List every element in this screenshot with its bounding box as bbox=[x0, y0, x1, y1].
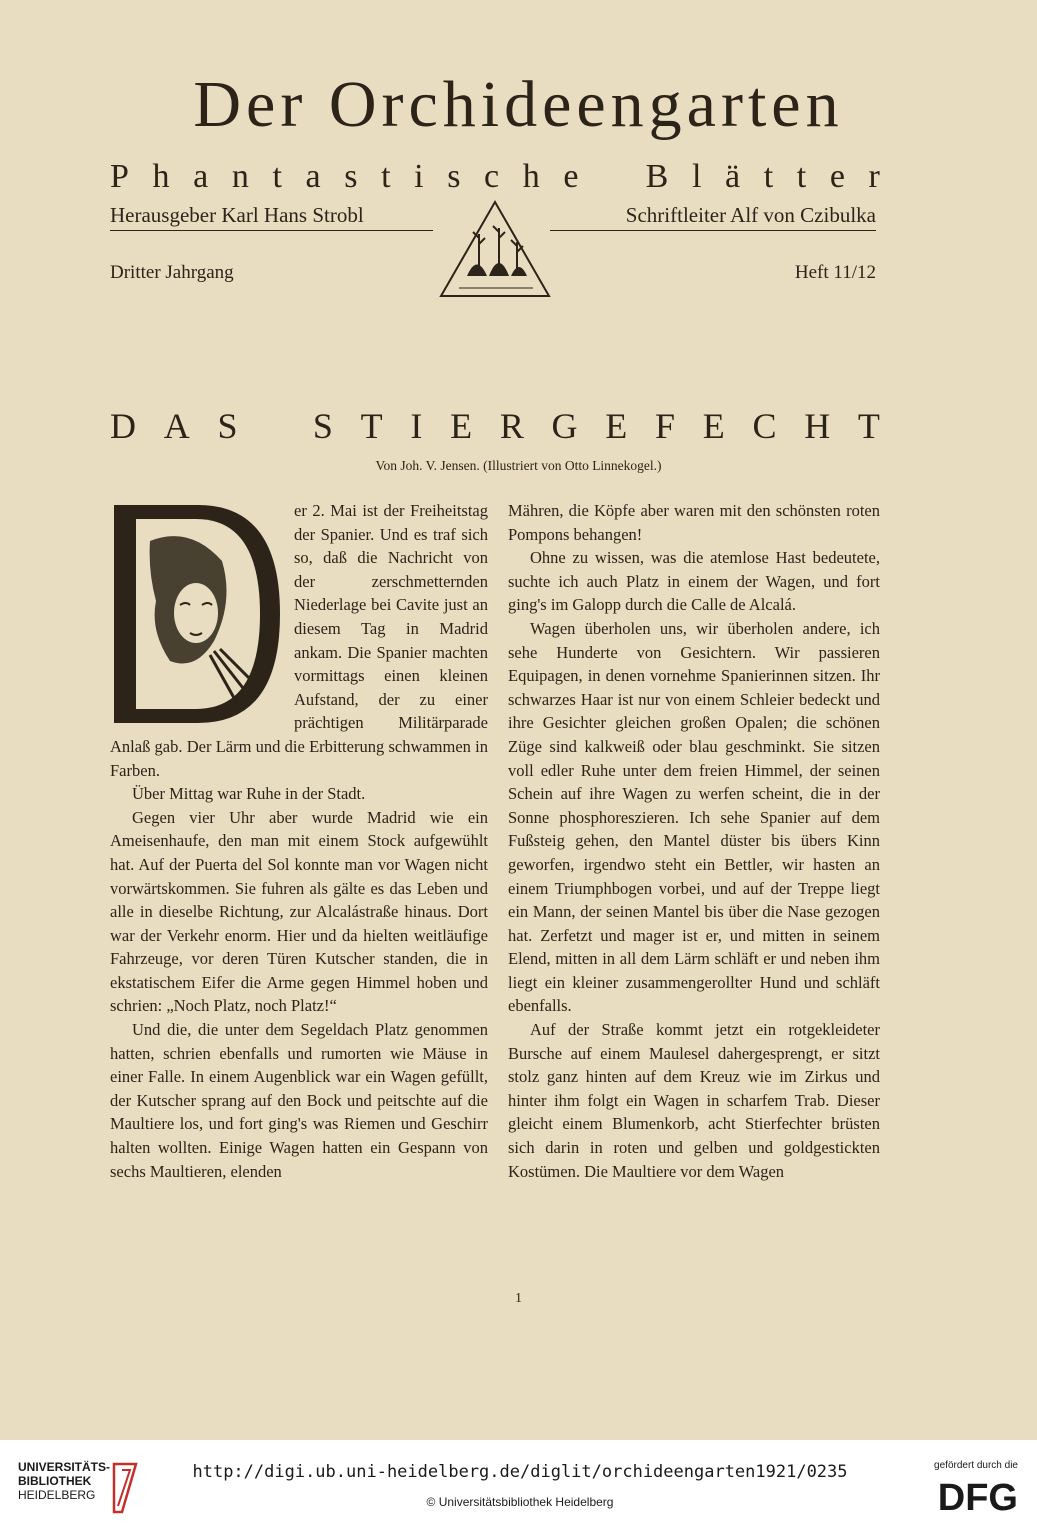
magazine-title: Der Orchideengarten bbox=[193, 68, 844, 141]
subtitle-letter: t bbox=[272, 158, 282, 195]
dfg-logo-icon bbox=[918, 1474, 1018, 1514]
subtitle-letter: ä bbox=[725, 158, 741, 195]
triangle-emblem-icon bbox=[437, 198, 553, 300]
dfg-logo-text: DFG bbox=[937, 1477, 1018, 1514]
illustrated-initial-d-icon bbox=[110, 501, 284, 727]
paragraph: Mähren, die Köpfe aber waren mit den schönsten roten Pompons behangen! bbox=[508, 501, 880, 544]
paragraph: Ohne zu wissen, was die atemlose Hast bedeutete, suchte ich auch Platz in einem der Wagen, und fort ging's im Galopp durch die Calle de Alcalá. bbox=[508, 548, 880, 615]
paragraph: Auf der Straße kommt jetzt ein rotgekleideter Bursche auf einem Maulesel dahergesprengt, er sitzt stolz ganz hinten auf dem Kreuz wie im Zirkus und hinter ihm folgt ein Wagen in scharfem Trab. Dieser gleicht einem Blumenkorb, acht Stierfechter brüsten sich darin in roten und gelben und goldgestickten Kostümen. Die Maultiere vor dem Wagen bbox=[508, 1020, 880, 1181]
subtitle-letter: P bbox=[110, 158, 129, 195]
title-letter: S bbox=[217, 406, 238, 446]
title-letter: S bbox=[312, 406, 333, 446]
subtitle-letter: B bbox=[645, 158, 669, 195]
library-name-line2: BIBLIOTHEK bbox=[18, 1474, 92, 1488]
subtitle-letter: e bbox=[829, 158, 845, 195]
paragraph: er 2. Mai ist der Freiheitstag der Spanier. Und es traf sich so, daß die Nachricht von der zerschmetternden Niederlage bei Cavite just an diesem Tag in Madrid ankam. Die Spanier machten vormittags einen kleinen Aufstand, der zu einer prächtigen Militärparade Anlaß gab. Der Lärm und die Erbitterung schwammen in Farben. bbox=[110, 501, 488, 780]
library-name-line3: HEIDELBERG bbox=[18, 1488, 96, 1502]
editor-line: Schriftleiter Alf von Czibulka bbox=[550, 203, 876, 231]
title-letter: F bbox=[654, 406, 676, 446]
footer-bar bbox=[0, 1440, 1037, 1526]
paragraph: Wagen überholen uns, wir überholen andere, ich sehe Hunderte von Gesichtern. Wir passieren Equipagen, in denen vornehme Spanierinnen sitzen. Ihr schwarzes Haar ist nur von einem Schleier bedeckt und ihre Gesichter gleichen großen Opalen; die schönen Züge sind kalkweiß oder blau geschminkt. Sie sitzen voll edler Ruhe unter dem freien Himmel, der seinen Schein auf ihre Wagen zu werfen scheint, die in der Sonne phosphoreszieren. Ich sehe Spanier auf dem Fußsteig gehen, den Mantel düster bis übers Kinn geworfen, irgendwo steht ein Bettler, wir hasten an einem Triumphbogen vorbei, und auf der Treppe liegt ein Mann, der seinen Mantel bis über die Nase gezogen hat. Zerfetzt und mager ist er, und mitten in seinem Elend, mitten in all dem Lärm schläft er und neben ihm liegt ein kleiner zusammengerollter Hund und schläft ebenfalls. bbox=[508, 618, 880, 1016]
library-name bbox=[18, 1460, 110, 1502]
page-number: 1 bbox=[515, 1291, 522, 1306]
subtitle-letter: a bbox=[305, 158, 321, 195]
issue-label: Heft 11/12 bbox=[794, 262, 876, 283]
title-letter: E bbox=[702, 406, 725, 446]
text-column-right bbox=[508, 499, 880, 1183]
title-letter: E bbox=[605, 406, 628, 446]
paragraph: Und die, die unter dem Segeldach Platz genommen hatten, schrien ebenfalls und rumorten wie Mäuse in einer Falle. In einem Augenblick war ein Wagen gefüllt, der Kutscher sprang auf den Bock und peitschte auf die Maultiere los, und fort ging's was Riemen und Geschirr halten wollten. Einige Wagen hatten ein Gespann von sechs Maultieren, elenden bbox=[110, 1020, 488, 1181]
title-letter: T bbox=[857, 406, 880, 446]
title-letter bbox=[265, 408, 285, 444]
publisher-line: Herausgeber Karl Hans Strobl bbox=[110, 203, 433, 231]
article-title bbox=[110, 408, 880, 444]
title-letter: T bbox=[360, 406, 383, 446]
subtitle-letter: s bbox=[447, 158, 461, 195]
magazine-subtitle bbox=[110, 160, 880, 194]
subtitle-letter bbox=[602, 160, 622, 194]
subtitle-letter: t bbox=[381, 158, 391, 195]
title-letter: R bbox=[499, 406, 524, 446]
article-byline: Von Joh. V. Jensen. (Illustriert von Otto Linnekogel.) bbox=[375, 458, 662, 473]
subtitle-letter: t bbox=[763, 158, 774, 195]
library-name-line1: UNIVERSITÄTS- bbox=[18, 1460, 111, 1474]
paragraph: Über Mittag war Ruhe in der Stadt. bbox=[132, 784, 366, 804]
text-column-left bbox=[110, 499, 488, 1183]
subtitle-letter: h bbox=[152, 158, 170, 195]
permalink[interactable]: http://digi.ub.uni-heidelberg.de/diglit/orchideengarten1921/0235 bbox=[192, 1462, 848, 1482]
subtitle-letter: e bbox=[563, 158, 579, 195]
title-letter: I bbox=[410, 406, 423, 446]
title-letter: A bbox=[163, 406, 190, 446]
subtitle-letter: i bbox=[414, 158, 424, 195]
subtitle-letter: h bbox=[522, 158, 540, 195]
subtitle-letter: t bbox=[796, 158, 807, 195]
subtitle-letter: a bbox=[193, 158, 209, 195]
title-letter: D bbox=[110, 406, 136, 446]
subtitle-letter: r bbox=[868, 158, 880, 195]
subtitle-letter: c bbox=[484, 158, 500, 195]
funding-label: gefördert durch die bbox=[934, 1460, 1018, 1471]
title-letter: G bbox=[551, 406, 578, 446]
subtitle-letter: s bbox=[344, 158, 358, 195]
subtitle-letter: n bbox=[231, 158, 249, 195]
volume-label: Dritter Jahrgang bbox=[110, 262, 234, 283]
copyright-notice: © Universitätsbibliothek Heidelberg bbox=[426, 1495, 614, 1509]
title-letter: C bbox=[752, 406, 777, 446]
title-letter: H bbox=[804, 406, 831, 446]
subtitle-letter: l bbox=[691, 158, 702, 195]
paragraph: Gegen vier Uhr aber wurde Madrid wie ein Ameisenhaufe, den man mit einem Stock aufgewühlt hat. Auf der Puerta del Sol konnte man vor Wagen nicht vorwärtskommen. Sie fuhren als gälte es das Leben und alle in dieselbe Richtung, zur Alcalástraße hinaus. Dort war der Verkehr enorm. Hier und da hielten weitläufige Fahrzeuge, vor deren Türen Kutscher standen, die in ekstatischem Eifer die Arme gegen Himmel hoben und schrien: „Noch Platz, noch Platz!“ bbox=[110, 807, 488, 1016]
title-letter: E bbox=[450, 406, 473, 446]
